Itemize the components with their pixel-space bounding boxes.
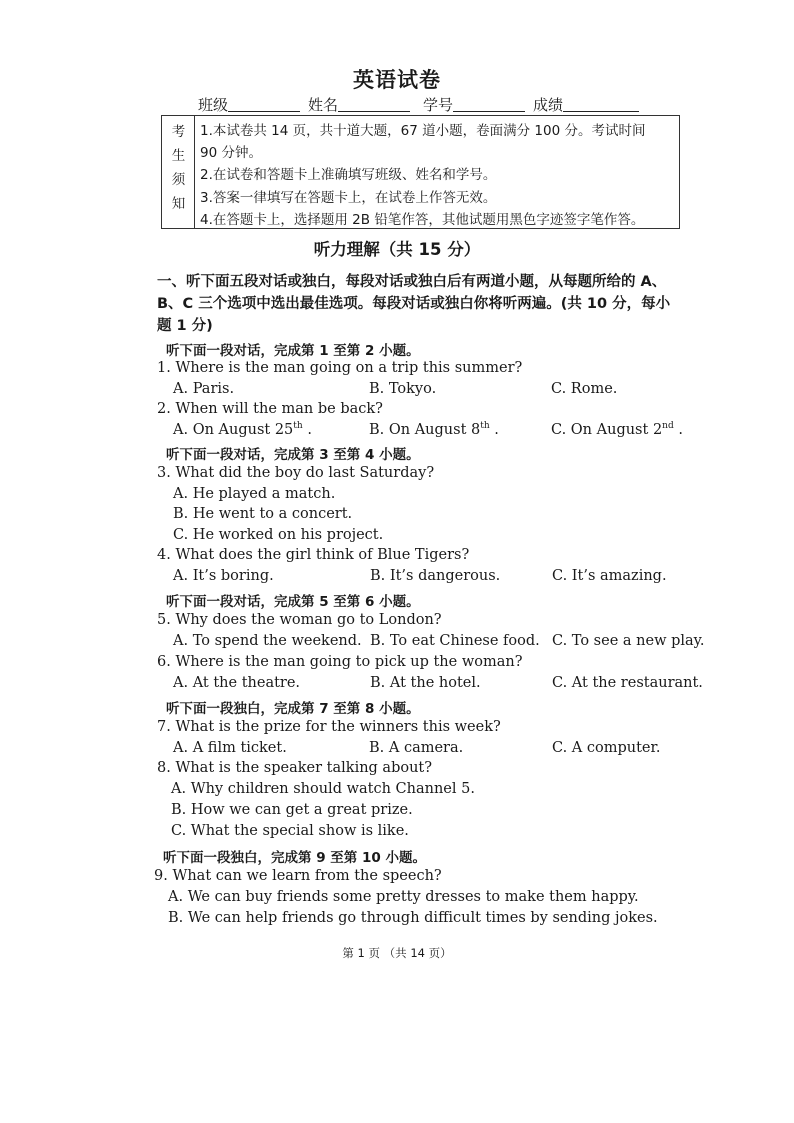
option-c: C. To see a new play. bbox=[552, 633, 705, 649]
option-a: A. He played a match. bbox=[173, 486, 336, 502]
notice-header-char: 须 bbox=[171, 172, 186, 188]
notice-line: 90 分钟。 bbox=[200, 145, 262, 161]
class-field bbox=[198, 94, 300, 115]
sub-instruction: 听下面一段独白，完成第 7 至第 8 小题。 bbox=[166, 701, 420, 717]
sub-instruction: 听下面一段对话，完成第 5 至第 6 小题。 bbox=[166, 594, 420, 610]
part-instruction-line: 题 1 分) bbox=[157, 318, 213, 334]
option-b: B. Tokyo. bbox=[369, 381, 437, 397]
option-c: C. Rome. bbox=[551, 381, 618, 397]
section-title: 听力理解（共 15 分） bbox=[313, 240, 481, 259]
part-instruction-line: B、C 三个选项中选出最佳选项。每段对话或独白你将听两遍。(共 10 分，每小 bbox=[157, 296, 671, 312]
name-field bbox=[308, 94, 410, 115]
option-superscript: th bbox=[480, 421, 490, 431]
question-2: 2. When will the man be back? bbox=[157, 401, 383, 417]
option-c: C. At the restaurant. bbox=[552, 675, 703, 691]
option-b: B. How we can get a great prize. bbox=[171, 802, 413, 818]
score-label: 成绩 bbox=[533, 96, 564, 114]
question-8: 8. What is the speaker talking about? bbox=[157, 760, 433, 776]
sub-instruction: 听下面一段独白，完成第 9 至第 10 小题。 bbox=[163, 850, 426, 866]
option-b: B. To eat Chinese food. bbox=[370, 633, 540, 649]
name-blank bbox=[338, 97, 410, 112]
option-b: B. A camera. bbox=[369, 740, 464, 756]
page-footer: 第 1 页 （共 14 页） bbox=[342, 946, 452, 960]
id-label: 学号 bbox=[423, 96, 454, 114]
exam-notice-box bbox=[161, 115, 680, 229]
score-field bbox=[533, 94, 639, 115]
notice-header bbox=[162, 116, 195, 228]
option-b: B. At the hotel. bbox=[370, 675, 481, 691]
option-a: A. At the theatre. bbox=[173, 675, 301, 691]
option-a: A. Paris. bbox=[173, 381, 235, 397]
option-c: C. What the special show is like. bbox=[171, 823, 409, 839]
option-c: C. A computer. bbox=[552, 740, 661, 756]
option-a: A. We can buy friends some pretty dresses to make them happy. bbox=[168, 889, 639, 905]
id-blank bbox=[453, 97, 525, 112]
option-b: B. We can help friends go through difficult times by sending jokes. bbox=[168, 910, 658, 926]
option-tail: . bbox=[489, 421, 499, 438]
option-c: C. It’s amazing. bbox=[552, 568, 667, 584]
question-1: 1. Where is the man going on a trip this summer? bbox=[157, 360, 523, 376]
class-label: 班级 bbox=[198, 96, 229, 114]
option-tail: . bbox=[673, 421, 683, 438]
question-3: 3. What did the boy do last Saturday? bbox=[157, 465, 435, 481]
sub-instruction: 听下面一段对话，完成第 3 至第 4 小题。 bbox=[166, 447, 420, 463]
notice-line: 3.答案一律填写在答题卡上，在试卷上作答无效。 bbox=[200, 190, 497, 206]
question-5: 5. Why does the woman go to London? bbox=[157, 612, 442, 628]
option-text: B. On August 8 bbox=[369, 421, 481, 438]
option-text: A. On August 25 bbox=[173, 421, 294, 438]
option-tail: . bbox=[302, 421, 312, 438]
option-superscript: nd bbox=[662, 421, 674, 431]
option-b: B. He went to a concert. bbox=[173, 506, 353, 522]
name-label: 姓名 bbox=[308, 96, 339, 114]
id-field bbox=[423, 94, 525, 115]
part-instruction-line: 一、听下面五段对话或独白，每段对话或独白后有两道小题，从每题所给的 A、 bbox=[157, 274, 667, 290]
option-b: B. It’s dangerous. bbox=[370, 568, 501, 584]
option-c: C. He worked on his project. bbox=[173, 527, 384, 543]
option-a bbox=[173, 421, 312, 438]
notice-line: 2.在试卷和答题卡上准确填写班级、姓名和学号。 bbox=[200, 167, 497, 183]
page-title: 英语试卷 bbox=[353, 68, 441, 92]
notice-line: 4.在答题卡上，选择题用 2B 铅笔作答，其他试题用黑色字迹签字笔作答。 bbox=[200, 212, 645, 228]
option-text: C. On August 2 bbox=[551, 421, 663, 438]
question-6: 6. Where is the man going to pick up the woman? bbox=[157, 654, 523, 670]
option-a: A. Why children should watch Channel 5. bbox=[171, 781, 475, 797]
question-4: 4. What does the girl think of Blue Tigers? bbox=[157, 547, 470, 563]
option-superscript: th bbox=[293, 421, 303, 431]
question-9: 9. What can we learn from the speech? bbox=[154, 868, 442, 884]
score-blank bbox=[563, 97, 639, 112]
option-a: A. It’s boring. bbox=[173, 568, 274, 584]
option-c bbox=[551, 421, 683, 438]
option-b bbox=[369, 421, 499, 438]
notice-header-char: 考 bbox=[171, 124, 186, 140]
sub-instruction: 听下面一段对话，完成第 1 至第 2 小题。 bbox=[166, 343, 420, 359]
option-a: A. To spend the weekend. bbox=[173, 633, 362, 649]
notice-header-char: 生 bbox=[171, 148, 186, 164]
class-blank bbox=[228, 97, 300, 112]
option-a: A. A film ticket. bbox=[173, 740, 287, 756]
notice-line: 1.本试卷共 14 页，共十道大题，67 道小题，卷面满分 100 分。考试时间 bbox=[200, 123, 646, 139]
notice-header-char: 知 bbox=[171, 196, 186, 212]
question-7: 7. What is the prize for the winners this week? bbox=[157, 719, 501, 735]
